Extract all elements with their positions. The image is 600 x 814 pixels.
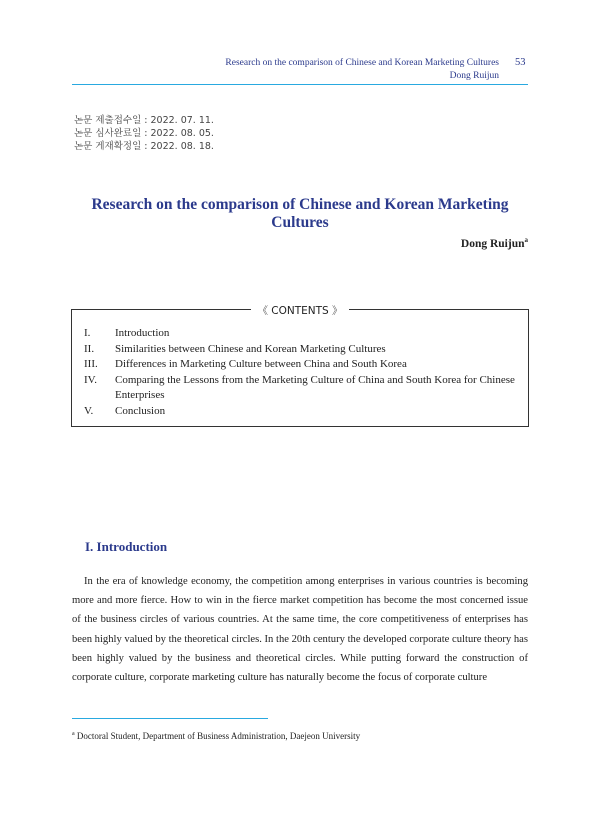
contents-label-wrap (0, 301, 600, 319)
footnote-rule (72, 718, 268, 719)
toc-item-number: I. (84, 327, 91, 339)
table-of-contents (84, 326, 529, 419)
footnote (72, 731, 360, 741)
running-header (225, 57, 499, 83)
date-submitted: 논문 제출접수일 : 2022. 07. 11. (74, 115, 214, 126)
header-rule (72, 84, 528, 85)
date-reviewed: 논문 심사완료일 : 2022. 08. 05. (74, 128, 214, 139)
running-title: Research on the comparison of Chinese and Korean Marketing Cultures (225, 58, 499, 68)
author-name: Dong Ruijun (460, 237, 525, 250)
toc-item (84, 357, 529, 373)
toc-item (84, 404, 529, 420)
running-author: Dong Ruijun (449, 71, 499, 81)
author-affiliation-mark: a (524, 236, 528, 244)
footnote-mark: a (72, 731, 75, 737)
author-line (461, 236, 528, 250)
section-heading: I. Introduction (85, 539, 168, 554)
contents-label: 《 CONTENTS 》 (251, 305, 348, 317)
toc-item (84, 326, 529, 342)
toc-item-text: Introduction (115, 327, 170, 339)
page-number: 53 (515, 57, 526, 68)
submission-dates (74, 114, 214, 153)
toc-item-text: Comparing the Lessons from the Marketing Culture of China and South Korea for Chinese Enterprises (115, 373, 515, 401)
toc-item-text: Conclusion (115, 404, 166, 417)
toc-item (84, 373, 529, 404)
toc-item (84, 342, 529, 358)
date-accepted: 논문 게재확정일 : 2022. 08. 18. (74, 141, 214, 152)
toc-item-text: Differences in Marketing Culture between China and South Korea (115, 358, 407, 370)
footnote-text: Doctoral Student, Department of Business Administration, Daejeon University (76, 731, 361, 741)
toc-item-text: Similarities between Chinese and Korean Marketing Cultures (115, 342, 386, 355)
paper-title: Research on the comparison of Chinese and Korean Marketing Cultures (91, 196, 509, 231)
toc-item-number: V. (84, 404, 94, 417)
toc-item-number: IV. (84, 373, 97, 386)
body-paragraph: In the era of knowledge economy, the competition among enterprises in various countries is becoming more and more fierce. How to win in the fierce market competition has become the most concerned issue of the business circles of various countries. At the same time, the core competitiveness of enterprises has been highly valued by the theoretical circles. In the 20th century the developed corporate culture theory has been highly valued by the business and theoretical circles. While putting forward the construction of corporate culture, corporate marketing culture has naturally become the focus of corporate culture (72, 576, 528, 684)
toc-item-number: III. (84, 358, 98, 370)
toc-item-number: II. (84, 342, 95, 355)
